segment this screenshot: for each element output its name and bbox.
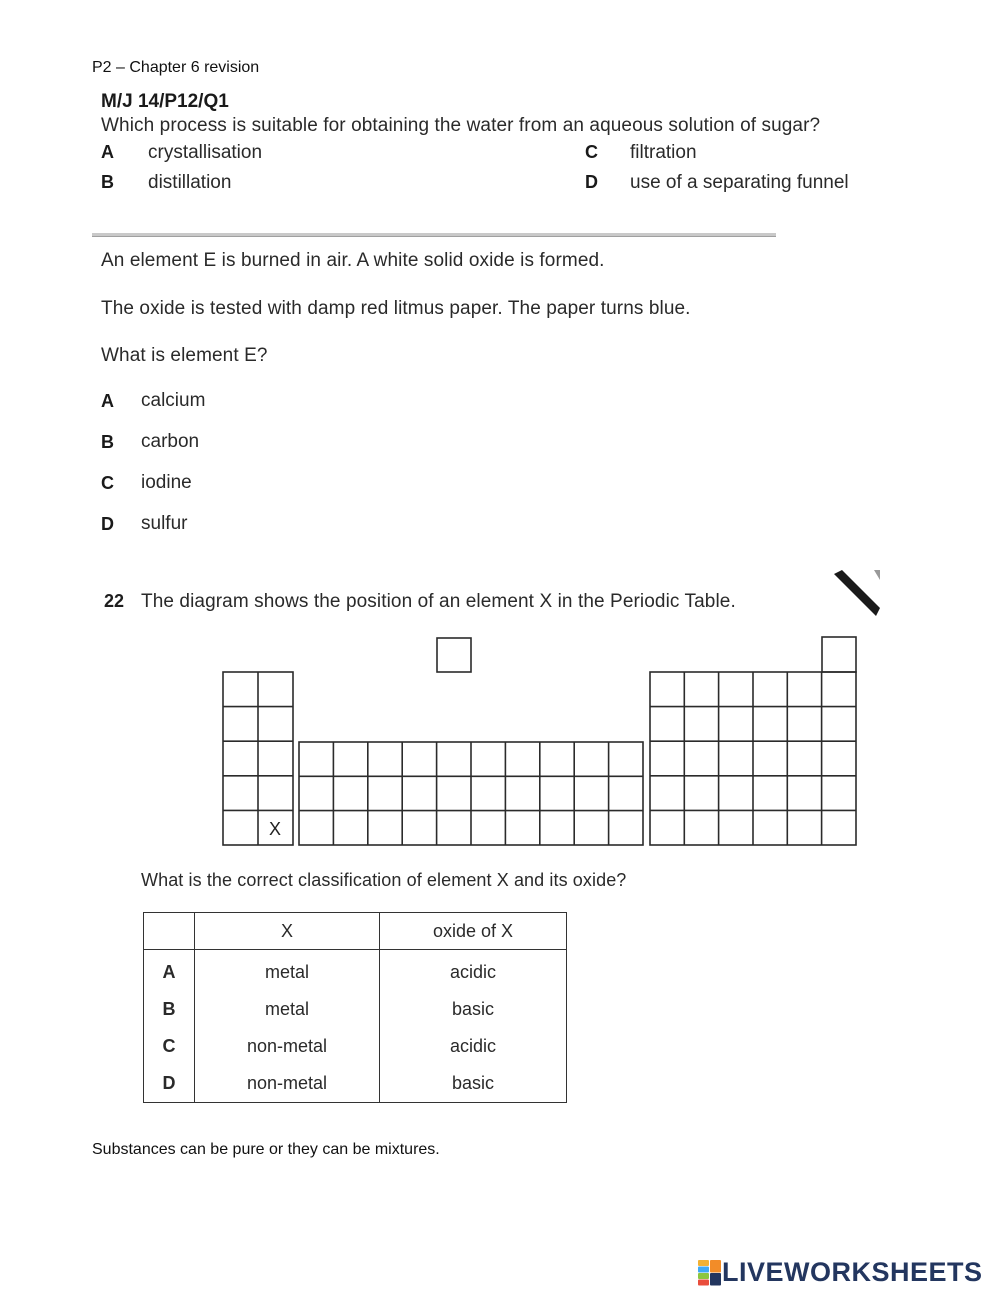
q1-option-b <box>101 172 114 193</box>
d-block <box>299 742 643 845</box>
liveworksheets-logo-text: LIVEWORKSHEETS <box>722 1257 983 1287</box>
table-header-oxide: oxide of X <box>380 913 567 950</box>
q2-option-a-text: calcium <box>141 390 206 411</box>
q1-code: M/J 14/P12/Q1 <box>101 91 229 112</box>
periodic-table-diagram <box>215 630 865 852</box>
q2-option-c-letter: C <box>101 473 114 493</box>
q2-option-b-letter: B <box>101 432 114 452</box>
q1-option-a <box>101 142 114 163</box>
row-x: metal <box>195 991 380 1028</box>
q1-option-c-text: filtration <box>630 142 697 163</box>
q2-option-d-text: sulfur <box>141 513 188 534</box>
row-x: non-metal <box>195 1028 380 1065</box>
q1-option-b-text: distillation <box>148 172 232 193</box>
liveworksheets-logo <box>698 1257 983 1288</box>
classification-table <box>143 912 567 1103</box>
q2-option-b-text: carbon <box>141 431 200 452</box>
q3-number: 22 <box>104 591 125 611</box>
table-header-x: X <box>195 913 380 950</box>
row-letter: B <box>144 991 195 1028</box>
row-letter: D <box>144 1065 195 1103</box>
q2-option-c-text: iodine <box>141 472 192 493</box>
document-title: P2 – Chapter 6 revision <box>92 59 260 76</box>
table-row <box>144 1028 567 1065</box>
row-oxide: basic <box>380 991 567 1028</box>
q1-option-d <box>585 172 598 193</box>
table-header-row <box>144 913 567 950</box>
table-header-blank <box>144 913 195 950</box>
q2-option-a-letter: A <box>101 391 114 411</box>
q2-line2: The oxide is tested with damp red litmus paper. The paper turns blue. <box>101 298 691 319</box>
p-block <box>650 672 856 845</box>
row-x: metal <box>195 950 380 992</box>
row-letter: C <box>144 1028 195 1065</box>
row-oxide: basic <box>380 1065 567 1103</box>
q2-question: What is element E? <box>101 345 268 366</box>
divider <box>92 233 776 237</box>
option-letter: D <box>585 172 598 192</box>
q2-option-d-letter: D <box>101 514 114 534</box>
element-x-marker: X <box>268 819 282 839</box>
s-block <box>223 672 293 845</box>
row-oxide: acidic <box>380 1028 567 1065</box>
table-row <box>144 991 567 1028</box>
q1-text: Which process is suitable for obtaining the water from an aqueous solution of sugar? <box>101 115 821 136</box>
q2-line1: An element E is burned in air. A white solid oxide is formed. <box>101 250 605 271</box>
q3-question: What is the correct classification of element X and its oxide? <box>141 870 627 890</box>
option-letter: C <box>585 142 598 162</box>
helium-cell <box>822 637 856 672</box>
row-oxide: acidic <box>380 950 567 992</box>
q1-option-d-text: use of a separating funnel <box>630 172 849 193</box>
page-corner-mark <box>834 570 880 618</box>
option-letter: A <box>101 142 114 162</box>
option-letter: B <box>101 172 114 192</box>
table-row <box>144 1065 567 1103</box>
row-x: non-metal <box>195 1065 380 1103</box>
footer-text: Substances can be pure or they can be mixtures. <box>92 1141 440 1158</box>
liveworksheets-logo-icon <box>698 1260 722 1286</box>
table-row <box>144 950 567 992</box>
q1-option-a-text: crystallisation <box>148 142 263 163</box>
row-letter: A <box>144 950 195 992</box>
q3-text: The diagram shows the position of an element X in the Periodic Table. <box>141 591 736 612</box>
hydrogen-cell <box>437 638 471 672</box>
q1-option-c <box>585 142 598 163</box>
